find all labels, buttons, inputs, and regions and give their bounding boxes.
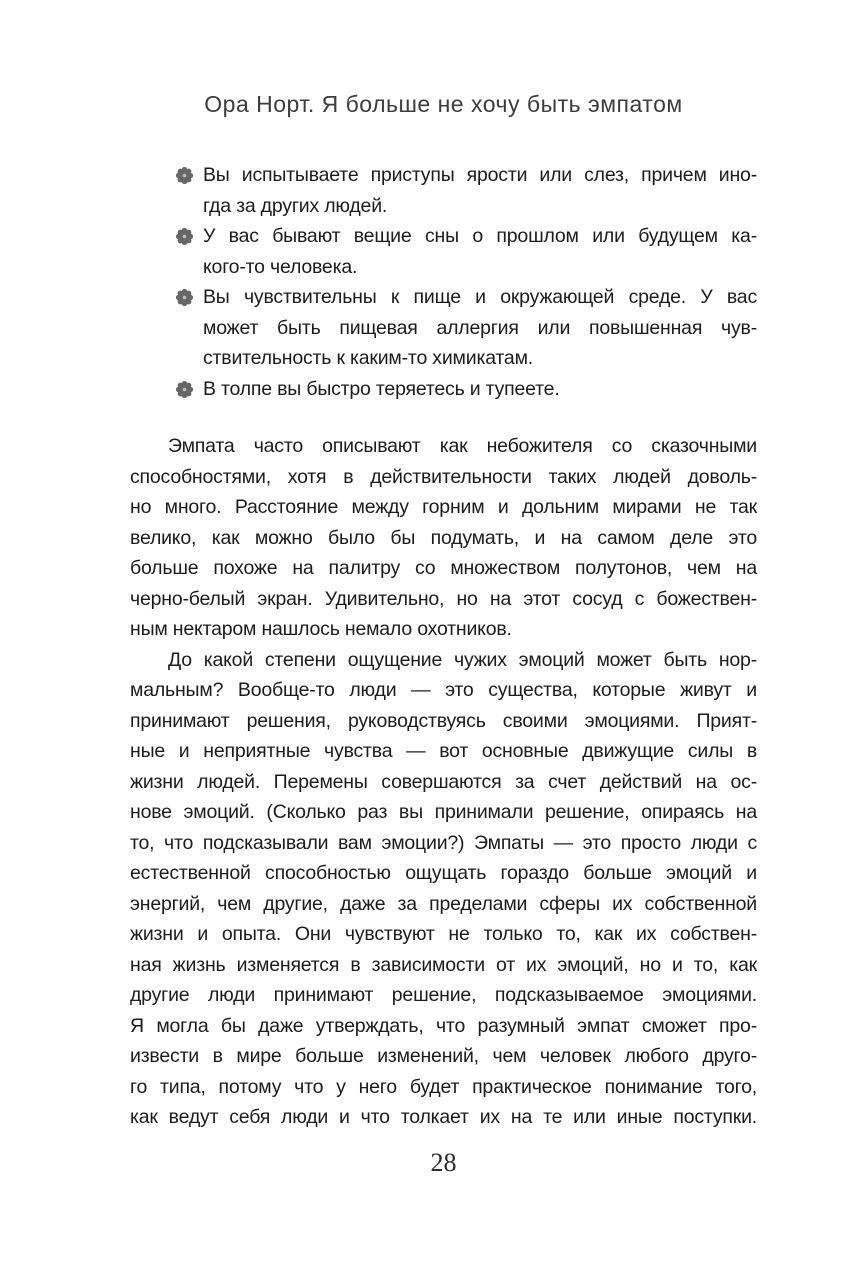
paragraph-line: Эмпата часто описывают как небожителя со сказочными bbox=[168, 435, 757, 457]
paragraph-line: то, что подсказывали вам эмоции?) Эмпаты — это просто люди с bbox=[130, 831, 757, 854]
paragraph-line: нове эмоций. (Сколько раз вы принимали решение, опираясь на bbox=[130, 801, 757, 823]
flower-ornament-icon bbox=[176, 167, 193, 184]
paragraph bbox=[130, 645, 757, 1133]
bullet-list-item bbox=[130, 221, 757, 282]
paragraph-line: энергий, чем другие, даже за пределами сферы их собственной bbox=[130, 892, 757, 915]
paragraph-line: принимают решения, руководствуясь своими эмоциями. Прият- bbox=[130, 709, 757, 732]
bullet-line: может быть пищевая аллергия или повышенная чув- bbox=[203, 316, 757, 339]
paragraph-line: жизни людей. Перемены совершаются за счет действий на ос- bbox=[130, 770, 757, 793]
paragraph bbox=[130, 431, 757, 645]
paragraph-line: велико, как можно было бы подумать, и на самом деле это bbox=[130, 526, 757, 549]
bullet-line: ствительность к каким-то химикатам. bbox=[203, 347, 534, 369]
paragraph-line: мальным? Вообще-то люди — это существа, которые живут и bbox=[130, 679, 757, 701]
bullet-lines bbox=[203, 221, 757, 282]
paragraph-line: больше похоже на палитру со множеством полутонов, чем на bbox=[130, 557, 757, 579]
page-number: 28 bbox=[430, 1148, 457, 1177]
flower-ornament-icon bbox=[176, 289, 193, 306]
paragraph-line: извести в мире больше изменений, чем человек любого друго- bbox=[130, 1045, 757, 1067]
running-title: Ора Норт. Я больше не хочу быть эмпатом bbox=[204, 91, 683, 117]
bullet-line: гда за других людей. bbox=[203, 194, 388, 217]
page-content bbox=[130, 160, 757, 1133]
bullet-line: Вы чувствительны к пище и окружающей среде. У вас bbox=[203, 286, 757, 308]
bullet-lines bbox=[203, 374, 757, 405]
bullet-lines bbox=[203, 282, 757, 374]
paragraph-line: способностями, хотя в действительности таких людей доволь- bbox=[130, 465, 757, 488]
paragraph-line: До какой степени ощущение чужих эмоций может быть нор- bbox=[168, 648, 757, 671]
bullet-line: В толпе вы быстро теряетесь и тупеете. bbox=[203, 377, 560, 400]
paragraph-line: ная жизнь изменяется в зависимости от их эмоций, но и то, как bbox=[130, 953, 757, 976]
paragraph-line: другие люди принимают решение, подсказываемое эмоциями. bbox=[130, 984, 757, 1006]
bullet-line: кого-то человека. bbox=[203, 255, 358, 278]
bullet-line: У вас бывают вещие сны о прошлом или будущем ка- bbox=[203, 225, 757, 247]
flower-ornament-icon bbox=[176, 381, 193, 398]
paragraph-line: жизни и опыта. Они чувствуют не только то, как их собствен- bbox=[130, 923, 757, 945]
paragraphs bbox=[130, 431, 757, 1133]
bullet-list-item bbox=[130, 282, 757, 374]
paragraph-line: как ведут себя люди и что толкает их на те или иные поступки. bbox=[130, 1106, 757, 1128]
bullet-line: Вы испытываете приступы ярости или слез, причем ино- bbox=[203, 164, 757, 186]
bullet-list-item bbox=[130, 374, 757, 405]
paragraph-line: ным нектаром нашлось немало охотников. bbox=[130, 618, 512, 640]
paragraph-line: Я могла бы даже утверждать, что разумный эмпат сможет про- bbox=[130, 1014, 757, 1037]
bullet-lines bbox=[203, 160, 757, 221]
flower-ornament-icon bbox=[176, 228, 193, 245]
paragraph-line: черно-белый экран. Удивительно, но на этот сосуд с божествен- bbox=[130, 587, 757, 610]
paragraph-line: ные и неприятные чувства — вот основные движущие силы в bbox=[130, 740, 757, 762]
bullet-list bbox=[130, 160, 757, 404]
paragraph-line: но много. Расстояние между горним и дольним мирами не так bbox=[130, 496, 757, 518]
paragraph-line: естественной способностью ощущать гораздо больше эмоций и bbox=[130, 862, 757, 884]
bullet-list-item bbox=[130, 160, 757, 221]
paragraph-line: го типа, потому что у него будет практическое понимание того, bbox=[130, 1075, 757, 1098]
